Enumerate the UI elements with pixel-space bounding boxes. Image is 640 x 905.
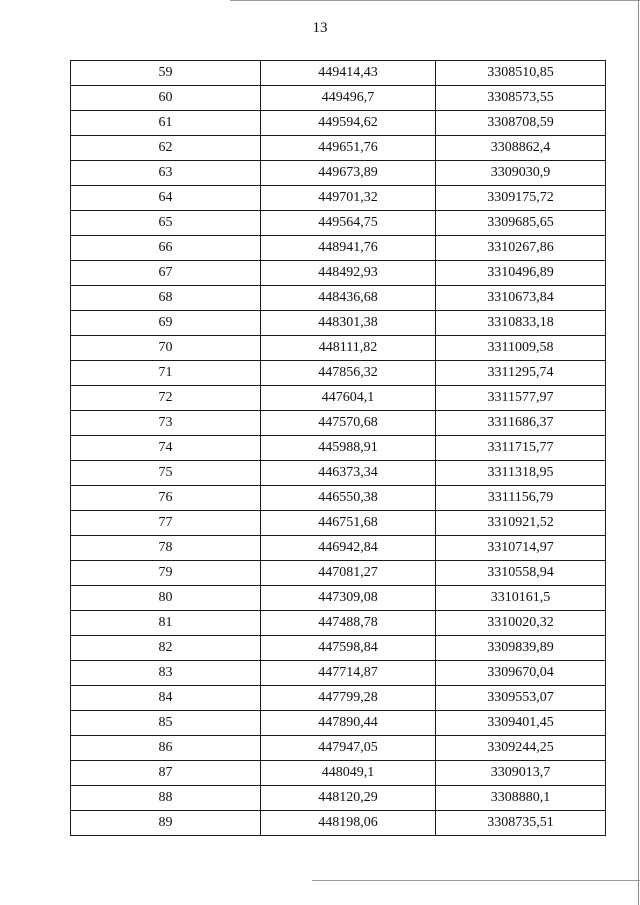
y-coordinate-cell: 3309685,65 — [436, 211, 606, 236]
table-row — [71, 136, 606, 161]
y-coordinate-cell: 3310496,89 — [436, 261, 606, 286]
table-row — [71, 486, 606, 511]
point-number-cell: 63 — [71, 161, 261, 186]
x-coordinate-cell: 449701,32 — [261, 186, 436, 211]
y-coordinate-cell: 3311295,74 — [436, 361, 606, 386]
table-row — [71, 236, 606, 261]
table-row — [71, 436, 606, 461]
point-number-cell: 64 — [71, 186, 261, 211]
y-coordinate-cell: 3309175,72 — [436, 186, 606, 211]
x-coordinate-cell: 449414,43 — [261, 61, 436, 86]
table-row — [71, 286, 606, 311]
x-coordinate-cell: 447598,84 — [261, 636, 436, 661]
point-number-cell: 72 — [71, 386, 261, 411]
table-row — [71, 336, 606, 361]
y-coordinate-cell: 3310267,86 — [436, 236, 606, 261]
point-number-cell: 60 — [71, 86, 261, 111]
x-coordinate-cell: 447604,1 — [261, 386, 436, 411]
x-coordinate-cell: 449564,75 — [261, 211, 436, 236]
x-coordinate-cell: 447570,68 — [261, 411, 436, 436]
point-number-cell: 62 — [71, 136, 261, 161]
table-row — [71, 636, 606, 661]
table-row — [71, 586, 606, 611]
point-number-cell: 80 — [71, 586, 261, 611]
point-number-cell: 82 — [71, 636, 261, 661]
y-coordinate-cell: 3308862,4 — [436, 136, 606, 161]
point-number-cell: 67 — [71, 261, 261, 286]
y-coordinate-cell: 3308880,1 — [436, 786, 606, 811]
x-coordinate-cell: 448120,29 — [261, 786, 436, 811]
point-number-cell: 69 — [71, 311, 261, 336]
y-coordinate-cell: 3309030,9 — [436, 161, 606, 186]
table-row — [71, 211, 606, 236]
point-number-cell: 81 — [71, 611, 261, 636]
table-row — [71, 86, 606, 111]
y-coordinate-cell: 3308708,59 — [436, 111, 606, 136]
point-number-cell: 76 — [71, 486, 261, 511]
y-coordinate-cell: 3310714,97 — [436, 536, 606, 561]
table-row — [71, 186, 606, 211]
table-row — [71, 761, 606, 786]
point-number-cell: 65 — [71, 211, 261, 236]
table-row — [71, 386, 606, 411]
y-coordinate-cell: 3308735,51 — [436, 811, 606, 836]
table-row — [71, 161, 606, 186]
x-coordinate-cell: 448198,06 — [261, 811, 436, 836]
y-coordinate-cell: 3310673,84 — [436, 286, 606, 311]
point-number-cell: 61 — [71, 111, 261, 136]
point-number-cell: 66 — [71, 236, 261, 261]
y-coordinate-cell: 3309553,07 — [436, 686, 606, 711]
point-number-cell: 88 — [71, 786, 261, 811]
y-coordinate-cell: 3311009,58 — [436, 336, 606, 361]
point-number-cell: 77 — [71, 511, 261, 536]
y-coordinate-cell: 3309839,89 — [436, 636, 606, 661]
x-coordinate-cell: 446942,84 — [261, 536, 436, 561]
point-number-cell: 68 — [71, 286, 261, 311]
table-row — [71, 661, 606, 686]
x-coordinate-cell: 449496,7 — [261, 86, 436, 111]
table-row — [71, 411, 606, 436]
x-coordinate-cell: 446373,34 — [261, 461, 436, 486]
table-row — [71, 561, 606, 586]
point-number-cell: 75 — [71, 461, 261, 486]
point-number-cell: 74 — [71, 436, 261, 461]
table-row — [71, 736, 606, 761]
point-number-cell: 70 — [71, 336, 261, 361]
y-coordinate-cell: 3308573,55 — [436, 86, 606, 111]
table-row — [71, 711, 606, 736]
x-coordinate-cell: 449651,76 — [261, 136, 436, 161]
table-row — [71, 61, 606, 86]
y-coordinate-cell: 3310921,52 — [436, 511, 606, 536]
y-coordinate-cell: 3311577,97 — [436, 386, 606, 411]
scan-edge-top — [230, 0, 640, 1]
y-coordinate-cell: 3309013,7 — [436, 761, 606, 786]
x-coordinate-cell: 446751,68 — [261, 511, 436, 536]
x-coordinate-cell: 447799,28 — [261, 686, 436, 711]
x-coordinate-cell: 448111,82 — [261, 336, 436, 361]
y-coordinate-cell: 3309244,25 — [436, 736, 606, 761]
x-coordinate-cell: 447947,05 — [261, 736, 436, 761]
point-number-cell: 79 — [71, 561, 261, 586]
x-coordinate-cell: 448492,93 — [261, 261, 436, 286]
page-number: 13 — [312, 20, 328, 36]
point-number-cell: 89 — [71, 811, 261, 836]
x-coordinate-cell: 447309,08 — [261, 586, 436, 611]
y-coordinate-cell: 3311318,95 — [436, 461, 606, 486]
x-coordinate-cell: 447890,44 — [261, 711, 436, 736]
scan-edge-bottom — [312, 880, 640, 881]
x-coordinate-cell: 448436,68 — [261, 286, 436, 311]
point-number-cell: 87 — [71, 761, 261, 786]
point-number-cell: 85 — [71, 711, 261, 736]
coordinates-table — [70, 60, 606, 836]
coordinates-table-container — [70, 60, 605, 836]
table-row — [71, 511, 606, 536]
x-coordinate-cell: 448049,1 — [261, 761, 436, 786]
table-row — [71, 461, 606, 486]
y-coordinate-cell: 3309401,45 — [436, 711, 606, 736]
coordinates-table-body — [71, 61, 606, 836]
point-number-cell: 78 — [71, 536, 261, 561]
table-row — [71, 536, 606, 561]
point-number-cell: 84 — [71, 686, 261, 711]
y-coordinate-cell: 3310161,5 — [436, 586, 606, 611]
x-coordinate-cell: 449594,62 — [261, 111, 436, 136]
x-coordinate-cell: 448941,76 — [261, 236, 436, 261]
x-coordinate-cell: 445988,91 — [261, 436, 436, 461]
table-row — [71, 811, 606, 836]
x-coordinate-cell: 447856,32 — [261, 361, 436, 386]
point-number-cell: 73 — [71, 411, 261, 436]
x-coordinate-cell: 447488,78 — [261, 611, 436, 636]
y-coordinate-cell: 3310020,32 — [436, 611, 606, 636]
table-row — [71, 311, 606, 336]
y-coordinate-cell: 3310558,94 — [436, 561, 606, 586]
table-row — [71, 361, 606, 386]
y-coordinate-cell: 3311686,37 — [436, 411, 606, 436]
y-coordinate-cell: 3309670,04 — [436, 661, 606, 686]
table-row — [71, 786, 606, 811]
scan-edge-right — [638, 0, 639, 905]
table-row — [71, 611, 606, 636]
table-row — [71, 111, 606, 136]
point-number-cell: 86 — [71, 736, 261, 761]
y-coordinate-cell: 3308510,85 — [436, 61, 606, 86]
table-row — [71, 686, 606, 711]
x-coordinate-cell: 449673,89 — [261, 161, 436, 186]
y-coordinate-cell: 3310833,18 — [436, 311, 606, 336]
table-row — [71, 261, 606, 286]
y-coordinate-cell: 3311715,77 — [436, 436, 606, 461]
y-coordinate-cell: 3311156,79 — [436, 486, 606, 511]
point-number-cell: 59 — [71, 61, 261, 86]
x-coordinate-cell: 448301,38 — [261, 311, 436, 336]
x-coordinate-cell: 446550,38 — [261, 486, 436, 511]
x-coordinate-cell: 447714,87 — [261, 661, 436, 686]
point-number-cell: 83 — [71, 661, 261, 686]
x-coordinate-cell: 447081,27 — [261, 561, 436, 586]
point-number-cell: 71 — [71, 361, 261, 386]
